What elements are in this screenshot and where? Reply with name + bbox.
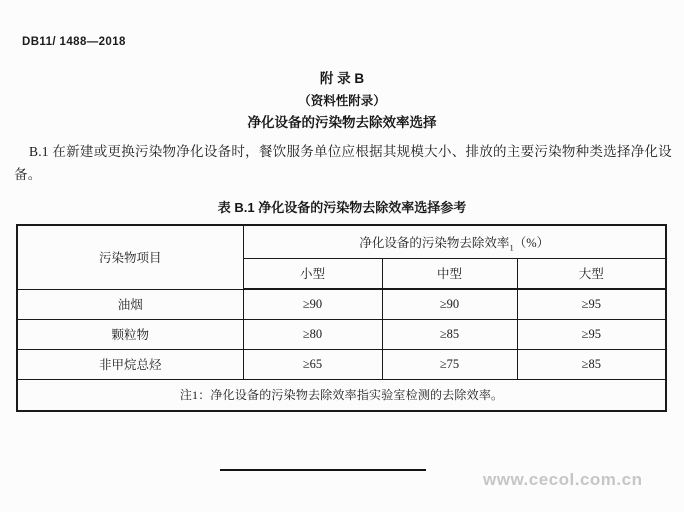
table-caption: 表 B.1 净化设备的污染物去除效率选择参考 (217, 200, 467, 215)
group-header-text: 净化设备的污染物去除效率 (359, 235, 510, 250)
table-row-fume (17, 289, 666, 319)
cell-large: ≥95 (517, 289, 666, 319)
appendix-title-block (0, 68, 684, 134)
cell-small: ≥80 (243, 319, 382, 349)
col-header-efficiency-group (243, 225, 666, 258)
appendix-subtitle: （资料性附录） (298, 94, 386, 108)
clause-b1: B.1 在新建或更换污染物净化设备时，餐饮服务单位应根据其规模大小、排放的主要污染物种类选择净化设备。 (14, 144, 672, 182)
col-header-pollutant: 污染物项目 (17, 225, 243, 289)
cell-large: ≥85 (517, 349, 666, 379)
table-row-nmhc (17, 349, 666, 379)
watermark: www.cecol.com.cn (483, 470, 643, 489)
cell-item: 颗粒物 (17, 319, 243, 349)
removal-efficiency-table (16, 224, 667, 412)
col-header-small: 小型 (243, 258, 382, 289)
cell-medium: ≥85 (382, 319, 517, 349)
group-header-note-ref: 1 (509, 242, 514, 253)
cell-item: 非甲烷总烃 (17, 349, 243, 379)
col-header-medium: 中型 (382, 258, 517, 289)
doc-number: DB11/ 1488—2018 (22, 36, 126, 48)
table-note: 注1：净化设备的污染物去除效率指实验室检测的去除效率。 (17, 379, 666, 411)
group-header-unit: （%） (513, 235, 550, 250)
appendix-title: 附 录 B (319, 71, 365, 86)
col-header-large: 大型 (517, 258, 666, 289)
cell-large: ≥95 (517, 319, 666, 349)
cell-medium: ≥90 (382, 289, 517, 319)
cell-medium: ≥75 (382, 349, 517, 379)
cell-item: 油烟 (17, 289, 243, 319)
appendix-heading: 净化设备的污染物去除效率选择 (247, 115, 437, 130)
table-note-row (17, 379, 666, 411)
table-row-particulate (17, 319, 666, 349)
footer-rule (220, 469, 426, 471)
table-header-row-group (17, 225, 666, 258)
cell-small: ≥65 (243, 349, 382, 379)
cell-small: ≥90 (243, 289, 382, 319)
